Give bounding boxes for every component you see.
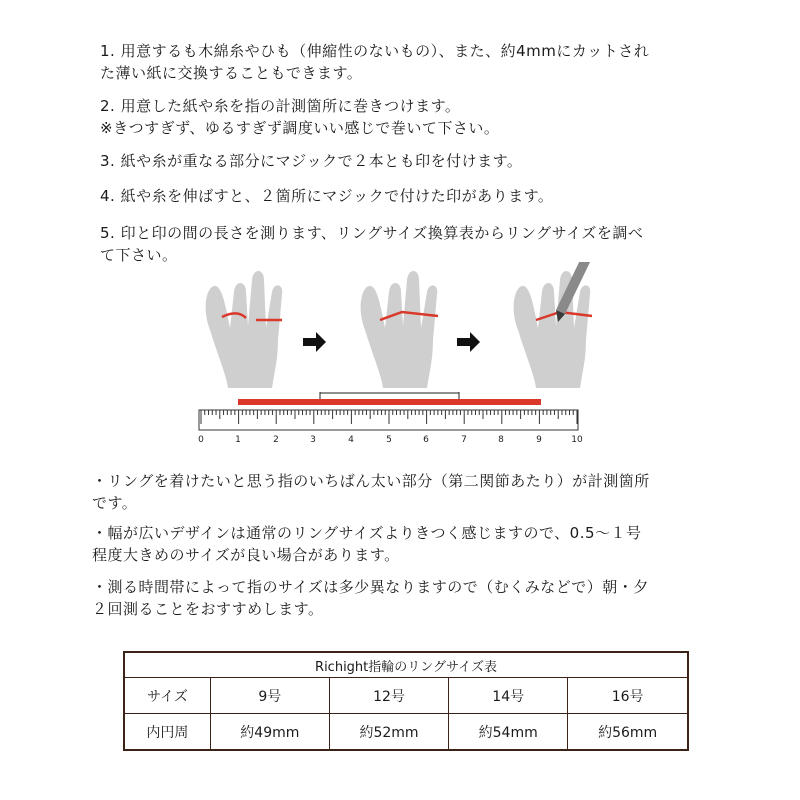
step-4-line-1: 4. 紙や糸を伸ばすと、２箇所にマジックで付けた印があります。	[100, 187, 554, 205]
arrow-right-icon	[303, 332, 326, 352]
ruler-label-1: 1	[235, 435, 241, 445]
step-2-line-2: ※きつすぎず、ゆるすぎず調度いい感じで巻いて下さい。	[100, 119, 500, 137]
ruler-label-10: 10	[571, 435, 583, 445]
circumference-cell: 約54mm	[449, 714, 568, 751]
note-2	[92, 522, 732, 566]
circumference-header: 内円周	[124, 714, 210, 751]
circumference-cell: 約52mm	[329, 714, 448, 751]
step-1	[100, 40, 730, 84]
step-4	[100, 185, 730, 207]
step-1-line-2: た薄い紙に交換することもできます。	[100, 64, 363, 82]
ruler-label-6: 6	[423, 435, 429, 445]
table-row-size	[124, 678, 688, 714]
note-1	[92, 470, 732, 514]
step-5-line-2: て下さい。	[100, 246, 178, 264]
ruler-label-5: 5	[386, 435, 392, 445]
ruler-label-2: 2	[273, 435, 279, 445]
thread-strip	[238, 399, 541, 405]
ruler	[198, 410, 583, 445]
step-3-line-1: 3. 紙や糸が重なる部分にマジックで２本とも印を付けます。	[100, 152, 523, 170]
size-header: サイズ	[124, 678, 210, 714]
step-1-line-1: 1. 用意するも木綿糸やひも（伸縮性のないもの）、また、約4mmにカットされ	[100, 42, 650, 60]
arrow-right-icon	[457, 332, 480, 352]
step-2	[100, 95, 730, 139]
ring-size-table	[123, 651, 689, 751]
hand-1-illustration	[206, 271, 283, 388]
size-cell: 12号	[329, 678, 448, 714]
note-3-line-1: ・測る時間帯によって指のサイズは多少異なりますので（むくみなどで）朝・夕	[92, 578, 649, 596]
table-row-circumference	[124, 714, 688, 751]
ruler-label-3: 3	[310, 435, 316, 445]
note-3-line-2: ２回測ることをおすすめします。	[92, 600, 324, 618]
note-2-line-2: 程度大きめのサイズが良い場合があります。	[92, 546, 400, 564]
size-cell: 14号	[449, 678, 568, 714]
ruler-label-0: 0	[198, 435, 204, 445]
note-1-line-2: です。	[92, 494, 138, 512]
step-5	[100, 222, 730, 266]
step-5-line-1: 5. 印と印の間の長さを測ります、リングサイズ換算表からリングサイズを調べ	[100, 224, 644, 242]
circumference-cell: 約49mm	[210, 714, 329, 751]
ruler-label-4: 4	[348, 435, 354, 445]
measurement-illustration	[0, 262, 800, 462]
hand-2-illustration	[361, 271, 438, 388]
table-title: Richight指輪のリングサイズ表	[124, 652, 688, 678]
step-2-line-1: 2. 用意した紙や糸を指の計測箇所に巻きつけます。	[100, 97, 461, 115]
ruler-label-9: 9	[536, 435, 542, 445]
hand-3-illustration	[514, 271, 591, 388]
size-cell: 9号	[210, 678, 329, 714]
note-1-line-1: ・リングを着けたいと思う指のいちばん太い部分（第二関節あたり）が計測箇所	[92, 472, 650, 490]
size-cell: 16号	[568, 678, 688, 714]
ruler-label-7: 7	[461, 435, 467, 445]
step-3	[100, 150, 730, 172]
circumference-cell: 約56mm	[568, 714, 688, 751]
note-3	[92, 576, 732, 620]
ruler-label-8: 8	[498, 435, 504, 445]
note-2-line-1: ・幅が広いデザインは通常のリングサイズよりきつく感じますので、0.5～１号	[92, 524, 642, 542]
